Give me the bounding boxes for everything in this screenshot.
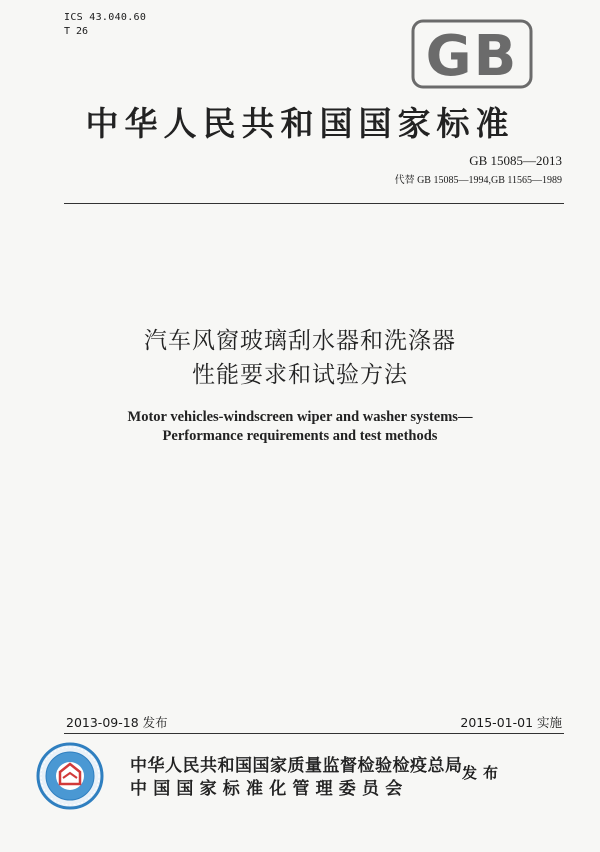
gb-logo-text: GB [425,24,519,89]
gb-logo [410,18,534,90]
standard-type-title: 中华人民共和国国家标准 [85,104,515,143]
bottom-divider [64,733,564,734]
english-title-line-1: Motor vehicles-windscreen wiper and washer systems— [127,409,473,425]
issuer-line-1: 中华人民共和国国家质量监督检验检疫总局 [130,756,463,776]
issuer-line-2: 中国国家标准化管理委员会 [130,779,409,799]
top-divider [64,203,564,204]
chinese-title-line-1: 汽车风窗玻璃刮水器和洗涤器 [144,328,456,354]
ics-code: ICS 43.040.60 [64,12,147,23]
implementation-date: 2015-01-01 实施 [460,715,562,730]
replaces-standards: 代替 GB 15085—1994,GB 11565—1989 [394,175,562,186]
publisher-seal-icon [36,742,104,810]
classification-code: T 26 [64,26,89,37]
standard-number: GB 15085—2013 [469,153,562,168]
issue-date: 2013-09-18 发布 [66,715,168,730]
issue-label: 发布 [462,764,505,782]
chinese-title-line-2: 性能要求和试验方法 [192,362,408,388]
english-title-line-2: Performance requirements and test methods [162,428,438,444]
